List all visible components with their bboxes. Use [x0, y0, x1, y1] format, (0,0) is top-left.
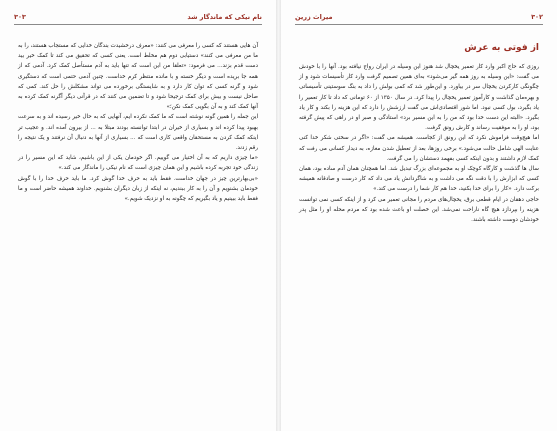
- left-paragraph: آن هایی هستند که کسی را معرفی می کنند: «معرف درخشیدت بندگان خدایی که مستجاب هستند، را به ما من معرفی می کنند» دستیابی دوم هم مخلط است. یعنی کسی که تحقیق می کند تا کمک خیر بید دست قدم بزند... می فرمود: «تعلقا من این است که تنها باید به آدم مستأصل کمک کرد. آدمی که از همه جا بریده است و دیگر خسته و با مانده منتظر کرم خداست. چنین آدمی حتمی است که دستگیری شود و گرنه کسی که توان کار دارد و به شایستگی برخورده می تواند مشکلش را حل کند. کمی که صاحل نیست و بیش برای کمک ترجیحا شود و تا تضمین می کنند که در قرآنی دیگر آگرنه کمک کرده به آنها کمک کند و به آن بگویی کمک نکن؛» این جمله را همین گونه نوشته است که ما کمک نکرده ایم، آنهایی که به حال خیر رسیده اند و به سرعت بهبود پیدا کرده اند و بسیاری از خیران در ابتدا توانسته بودند مبتلا به ... از بیرون آمده اند. و عجیب تر اینکه کمک کردن به مستحقان واقعی کاری است که ... بسیاری از آنها به دنبال آن نرفتند و یک نتیجه را رقم زدند. «ما چیزی داریم که به آن اختیار می گوییم. اگر خودمان یکی از این باشیم، شاید که این مسیر را در زندگی خود تجربه کرده باشیم و این همان چیزی است که نام نیکی را ماندگار می کند.» «بی‌بهارترین چیز در جهان خداست. فقط باید به حرف خدا گوش کرد. ما باید حرف خدا را با گوش خودمان بشنویم و آن را به کار ببندیم، نه اینکه از زبان دیگران بشنویم. خداوند همیشه حاضر است و ما فقط باید ببینیم و یاد بگیریم که چگونه به او نزدیک شویم.»: [18, 43, 258, 203]
- right-body-text: [299, 62, 539, 225]
- left-body-text: [18, 41, 258, 204]
- left-running-title: نام نیکی که ماندگار شد: [187, 13, 262, 21]
- left-page: [0, 0, 276, 431]
- left-page-number: ۳۰۳: [14, 13, 26, 21]
- right-page: [281, 0, 557, 431]
- section-title: از فوتی به عرش: [464, 43, 539, 53]
- right-page-header: [295, 12, 543, 25]
- right-page-number: ۳۰۲: [531, 13, 543, 21]
- right-paragraph: روزی که حاج اکبر وارد کار تعمیر یخچال شد هنوز این وسیله در ایران رواج نیافته بود. آنها را با خودش می گفت: «این وسیله به روز همه گیر می‌شود» به‌ای همین تصمیم گرفت وارد کار تأسیسات شود و از چگونگی کارکردن یخچال سر در بیاورد. و این‌طور شد که کمی بولش را داد به بنگ سوستینی تأسیساتی و بهره‌مان گذاشت و کارآموز تعمیر یخچال را پیدا کرد. در سال ۱۳۵۰ از ۶۰ تومانی که داد تا کار تعمیر را یاد بگیرد، بول کسی نبود. اما شور اقتصادی‌اش می گفت ارزشش را دارد که این هزینه را بکند و کار یاد بگیرد. «البته این دست خدا بود که من را به این مسیر برد» استادگی و صبر او در راهی که پیش گرفته بود، او را به موفقیت رساند و کارش رونق گرفت. اما هیچ‌وقت فراموش نکرد که این رونق از کجاست. همیشه می گفت: «اگر در سختی شکر خدا کنی عنایت الهی شامل حالت می‌شود.» برخی روزها، بعد از تعطیل شدن مغازه، به دیدار کسانی می رفت که کمک لازم داشتند و بدون اینکه کسی بفهمد دستشان را می گرفت. سال ها گذشت و کارگاه کوچک او به مجموعه‌ای بزرگ تبدیل شد. اما همچنان همان آدم ساده بود، همان کسی که ابزارش را با دقت نگه می داشت و به شاگردانش یاد می داد که کار درست و صادقانه همیشه برکت دارد. «کار را برای خدا بکنید، خدا هم کار شما را درست می کند.» حاجی دهقان در ایام قطعی برق، یخچال‌های مردم را مجانی تعمیر می کرد و از اینکه کسی نمی توانست هزینه را بپردازد هیچ گاه ناراحت نمی‌شد. این خصلت او باعث شده بود که مردم محله او را مثل پدر خودشان دوست داشته باشند.: [299, 64, 539, 224]
- right-running-title: میراث زرین: [295, 13, 333, 21]
- left-page-header: [14, 12, 262, 25]
